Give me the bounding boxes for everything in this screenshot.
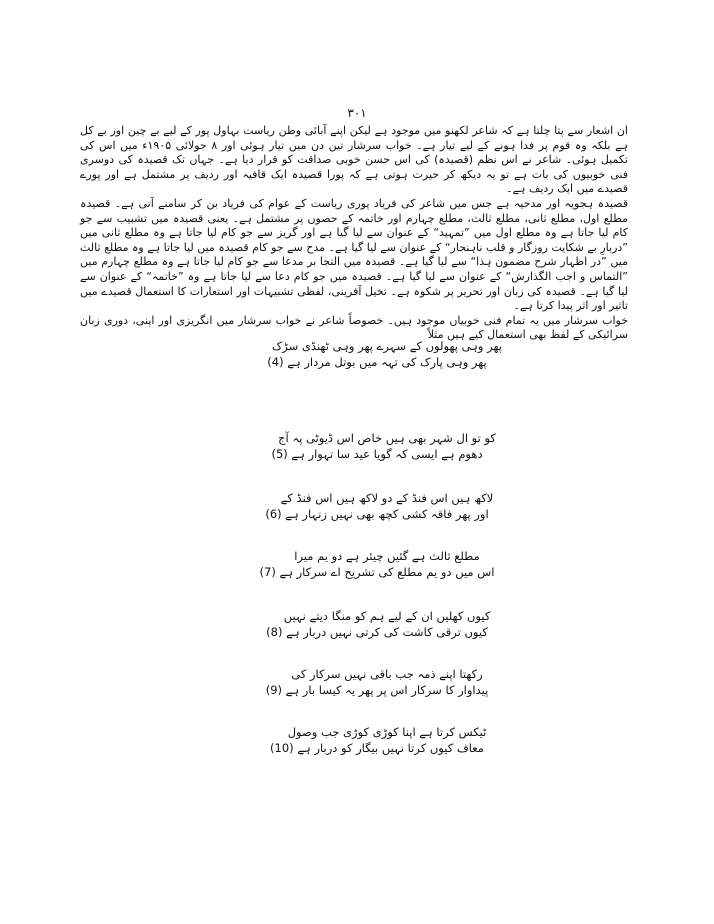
couplet xyxy=(0,666,714,698)
paragraph: خواب سرشار میں یہ تمام فنی خوبیاں موجود ہیں۔ خصوصاً شاعر نے خواب سرشار میں انگریزی اور اپنی، دوری زبان سرائیکی کے لفظ بھی استعمال کیے ہیں مثلاً xyxy=(80,313,628,342)
verse-line: ٹیکس کرتا ہے اپنا کوڑی کوڑی جب وصول xyxy=(287,725,487,739)
verse-line: اور پھر فاقہ کشی کچھ بھی نہیں زنہار ہے (6) xyxy=(265,507,489,521)
verse-line: کیوں ترقی کاشت کی کرتی نہیں دربار ہے (8) xyxy=(266,625,488,639)
couplet xyxy=(0,490,714,522)
couplet xyxy=(0,548,714,580)
page-number: ۳۰۱ xyxy=(347,106,367,120)
verse-line: کیوں کھلیں ان کے لیے ہم کو منگا دیتے نہیں xyxy=(283,609,491,623)
verse-line: لاکھ ہیں اس فنڈ کے دو لاکھ ہیں اس فنڈ کے xyxy=(280,491,494,505)
prose-body xyxy=(80,124,628,343)
couplet xyxy=(0,338,714,370)
couplet xyxy=(0,608,714,640)
verse-line: پھر وہی پارک کی تہہ میں بوتل مردار ہے (4) xyxy=(267,355,487,369)
verse-line: کو تو ال شہر بھی ہیں خاص اس ڈیوٹی پہ آج xyxy=(278,431,496,445)
paragraph: قصیدہ ہجویہ اور مدحیہ ہے جس میں شاعر کی فریاد پوری ریاست کے عوام کی فریاد بن کر سامنے آتی ہے۔ قصیدہ مطلع اول، مطلع ثانی، مطلع ثالث، مطلع چہارم اور خاتمہ کے حصوں پر مشتمل ہے۔ یعنی قصیدہ میں تشبیب سے جو کام لیا جاتا ہے وہ مطلع اول میں ”تمہید“ کے عنوان سے لیا گیا ہے اور گریز سے جو کام لیا جاتا ہے وہ مطلع ثانی میں ”دربارِ بے شکایت روزگار و قلب ناہنجار“ کے عنوان سے لیا گیا ہے۔ مدح سے جو کام قصیدہ میں لیا جاتا ہے وہ مطلع ثالث میں ”در اظہار شرح مضمون ہذا“ سے لیا گیا ہے۔ قصیدہ میں التجا بر مدعا سے جو کام لیا جاتا ہے وہ مطلع چہارم میں ”التماس و اجب الگذارش“ کے عنوان سے لیا گیا ہے۔ قصیدہ میں جو کام دعا سے لیا جاتا ہے وہ ”خاتمہ“ کے عنوان سے لیا گیا ہے۔ قصیدہ کی زبان اور تحریر پر شکوہ ہے۔ تخیل آفرینی، لفظی تشبیہات اور استعارات کا استعمال قصیدے میں تاثیر اور اثر پیدا کرتا ہے۔ xyxy=(80,196,628,313)
verse-line: رکھتا اپنے ذمہ جب باقی نہیں سرکار کی xyxy=(291,667,483,681)
verse-line: دھوم ہے ایسی کہ گویا عید سا تہوار ہے (5) xyxy=(271,447,483,461)
couplet xyxy=(0,430,714,462)
verse-line: پھر وہی پھولوں کے سہرے پھر وہی ٹھنڈی سڑک xyxy=(272,339,502,353)
verse-line: اس میں دو یم مطلع کی تشریح اے سرکار ہے (7) xyxy=(259,565,495,579)
paragraph: ان اشعار سے پتا چلتا ہے کہ شاعر لکھنو میں موجود ہے لیکن اپنے آبائی وطن ریاست بہاول پور کے لیے بے چین اور بے کل ہے بلکہ وہ قوم پر فدا ہونے کے لیے تیار ہے۔ خواب سرشار تین دن میں تیار ہوئی اور ۸ جولائی ۱۹۰۵ء میں اس کی تکمیل ہوئی۔ شاعر نے اس نظم (قصیدہ) کی اس حسن خوبی صداقت کو قرار دیا ہے۔ جہاں تک قصیدہ کی دوسری فنی خوبیوں کی بات ہے تو یہ دیکھ کر حیرت ہوتی ہے کہ پورا قصیدہ ایک قافیہ اور ردیف پر مشتمل ہے اور پورے قصیدے میں ایک ردیف ہے۔ xyxy=(80,124,628,196)
verse-line: معاف کیوں کرتا نہیں بیگار کو دربار ہے (10) xyxy=(270,741,484,755)
couplet xyxy=(0,724,714,756)
verse-line: پیداوار کا سرکار اس پر پھر یہ کیسا بار ہے (9) xyxy=(265,683,489,697)
verse-line: مطلع ثالث ہے گئیں چیئر ہے دو یم میرا xyxy=(294,549,480,563)
